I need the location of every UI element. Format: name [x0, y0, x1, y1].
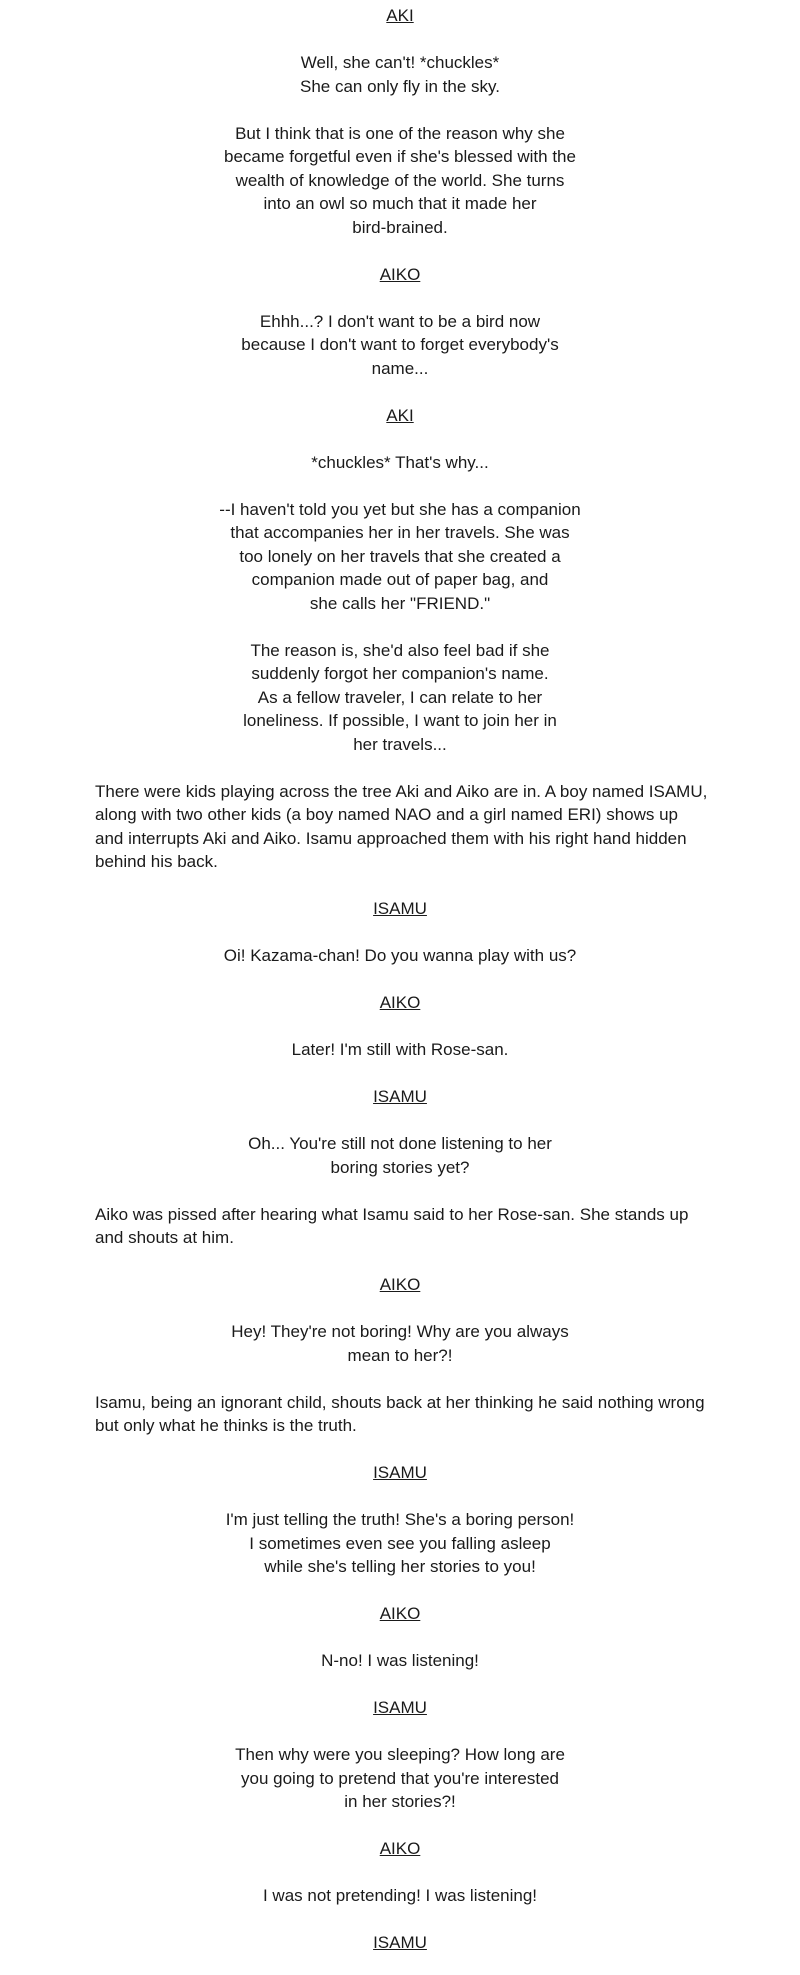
- dialogue-line: But I think that is one of the reason why she: [235, 123, 565, 143]
- dialogue-line: became forgetful even if she's blessed with the: [224, 147, 576, 166]
- dialogue-block: [0, 1038, 800, 1062]
- dialogue-line: Well, she can't! *chuckles*: [300, 53, 500, 72]
- character-name: AIKO: [379, 993, 421, 1012]
- dialogue-line: companion made out of paper bag, and: [251, 570, 549, 589]
- dialogue-line: boring stories yet?: [330, 1157, 470, 1177]
- dialogue-line: Oi! Kazama-chan! Do you wanna play with us?: [223, 946, 577, 965]
- character-name: AIKO: [379, 1839, 421, 1858]
- dialogue-block: [0, 1649, 800, 1673]
- character-name: ISAMU: [373, 1698, 427, 1717]
- dialogue-line: you going to pretend that you're interested: [241, 1768, 559, 1788]
- dialogue-line: she calls her "FRIEND.": [309, 593, 491, 613]
- dialogue-block: [0, 451, 800, 475]
- dialogue-line: The reason is, she'd also feel bad if she: [250, 640, 550, 660]
- dialogue-line: while she's telling her stories to you!: [264, 1557, 536, 1576]
- character-name: AKI: [386, 405, 414, 425]
- character-name: ISAMU: [373, 1087, 427, 1106]
- dialogue-block: [0, 51, 800, 98]
- dialogue-block: [0, 498, 800, 616]
- character-name: AIKO: [379, 1275, 421, 1294]
- action-paragraph: Isamu, being an ignorant child, shouts back at her thinking he said nothing wrong but only what he thinks is the truth.: [95, 1392, 705, 1435]
- dialogue-line: too lonely on her travels that she created a: [239, 546, 561, 566]
- dialogue-line: N-no! I was listening!: [321, 1651, 479, 1670]
- dialogue-block: [0, 122, 800, 240]
- dialogue-block: [0, 1743, 800, 1814]
- dialogue-block: [0, 1320, 800, 1367]
- action-paragraph: There were kids playing across the tree Aki and Aiko are in. A boy named ISAMU, along with two other kids (a boy named NAO and a girl named ERI) shows up and interrupts Aki and Aiko. Isamu approached them with his right hand hidden behind his back.: [95, 781, 708, 871]
- dialogue-line: wealth of knowledge of the world. She turns: [235, 170, 565, 190]
- dialogue-block: [0, 1884, 800, 1908]
- dialogue-line: in her stories?!: [344, 1792, 456, 1811]
- dialogue-block: [0, 1508, 800, 1579]
- dialogue-line: bird-brained.: [352, 217, 448, 237]
- character-name: ISAMU: [373, 899, 427, 918]
- dialogue-line: because I don't want to forget everybody's: [241, 335, 559, 354]
- dialogue-block: [0, 310, 800, 381]
- dialogue-line: suddenly forgot her companion's name.: [251, 664, 549, 683]
- character-name: AIKO: [379, 1604, 421, 1623]
- dialogue-line: Then why were you sleeping? How long are: [235, 1745, 565, 1764]
- dialogue-line: Oh... You're still not done listening to her: [248, 1134, 552, 1153]
- character-name: ISAMU: [373, 1933, 427, 1952]
- dialogue-line: into an owl so much that it made her: [263, 194, 537, 213]
- dialogue-line: loneliness. If possible, I want to join her in: [243, 711, 557, 730]
- dialogue-line: --I haven't told you yet but she has a companion: [219, 499, 581, 519]
- dialogue-line: Hey! They're not boring! Why are you always: [231, 1322, 569, 1341]
- dialogue-line: name...: [371, 358, 429, 378]
- dialogue-block: [0, 1132, 800, 1179]
- dialogue-line: *chuckles* That's why...: [311, 452, 489, 472]
- character-name: ISAMU: [373, 1463, 427, 1482]
- character-name: AKI: [386, 6, 414, 25]
- dialogue-line: I sometimes even see you falling asleep: [249, 1533, 551, 1553]
- dialogue-line: I'm just telling the truth! She's a boring person!: [225, 1510, 575, 1529]
- dialogue-block: [0, 944, 800, 968]
- dialogue-line: Later! I'm still with Rose-san.: [291, 1040, 509, 1059]
- dialogue-line: mean to her?!: [347, 1345, 453, 1365]
- dialogue-line: her travels...: [353, 734, 447, 754]
- dialogue-line: Ehhh...? I don't want to be a bird now: [259, 311, 541, 331]
- dialogue-line: I was not pretending! I was listening!: [262, 1886, 538, 1905]
- dialogue-block: [0, 639, 800, 757]
- character-name: AIKO: [379, 264, 421, 284]
- action-paragraph: Aiko was pissed after hearing what Isamu said to her Rose-san. She stands up and shouts at him.: [95, 1204, 689, 1247]
- dialogue-line: As a fellow traveler, I can relate to her: [257, 687, 543, 707]
- dialogue-line: that accompanies her in her travels. She was: [230, 523, 570, 542]
- dialogue-line: She can only fly in the sky.: [299, 76, 500, 96]
